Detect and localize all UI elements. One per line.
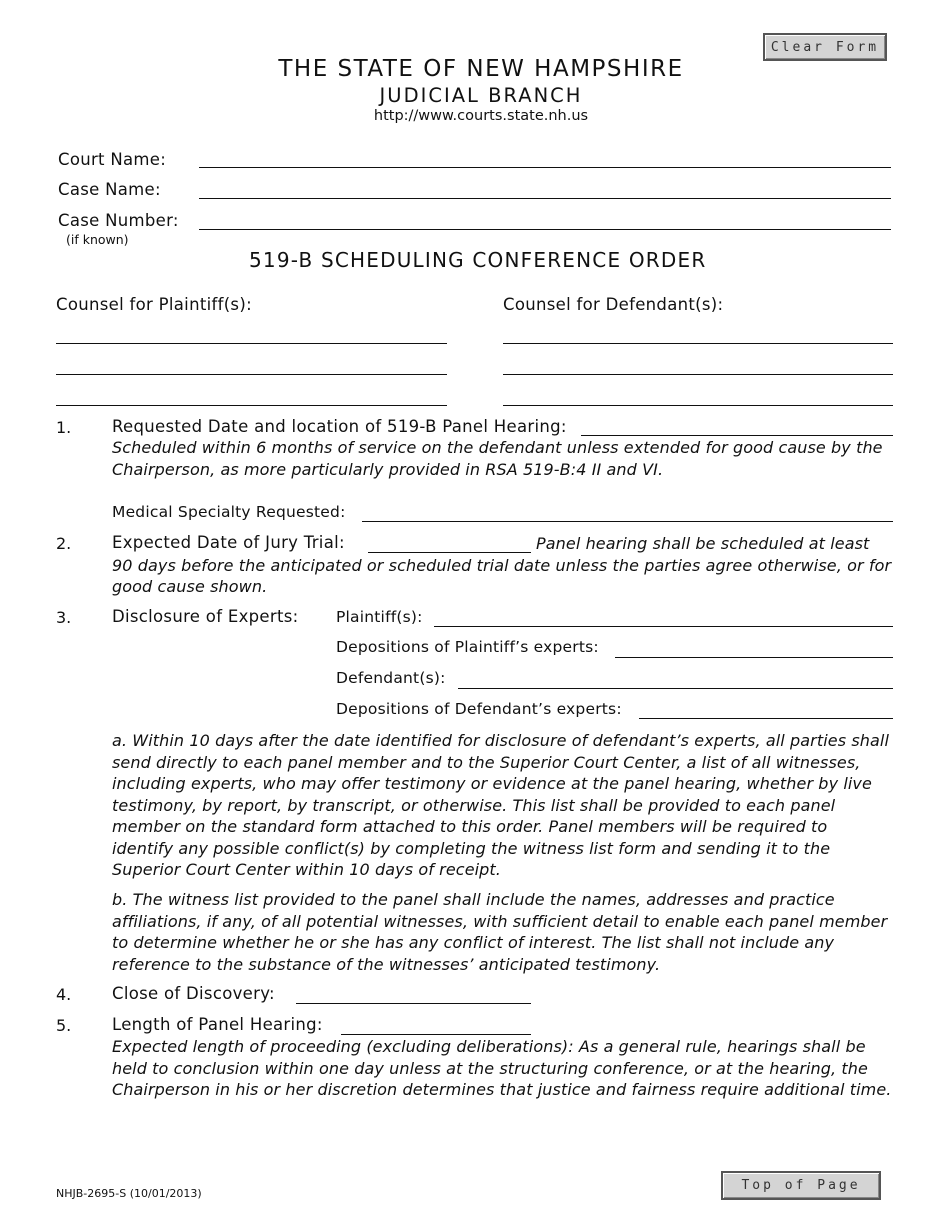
item-1-number: 1.	[56, 418, 72, 437]
plaintiffs-experts-field[interactable]	[434, 626, 893, 627]
item-3b-paragraph: b. The witness list provided to the panel shall include the names, addresses and practice affiliations, if any, of all potential witnesses, with sufficient detail to enable each panel member to determine whether he or she has any conflict of interest. The list shall not include any reference to the substance of the witnesses’ anticipated testimony.	[112, 890, 888, 974]
if-known-note: (if known)	[66, 232, 129, 247]
item-5-number: 5.	[56, 1016, 72, 1035]
item-1-label: Requested Date and location of 519-B Panel Hearing:	[112, 417, 567, 436]
item-2-note-2: 90 days before the anticipated or scheduled trial date unless the parties agree otherwise, or for	[112, 556, 892, 575]
counsel-defendant-label: Counsel for Defendant(s):	[503, 295, 724, 314]
counsel-plaintiff-line-3[interactable]	[56, 405, 447, 406]
counsel-defendant-line-2[interactable]	[503, 374, 893, 375]
item-5-note: Expected length of proceeding (excluding deliberations): As a general rule, hearings shall be held to conclusion within one day unless at the structuring conference, or at the hearing, the Chairperson in his or her discretion determines that justice and fairness require additional time.	[112, 1037, 892, 1099]
counsel-plaintiff-line-2[interactable]	[56, 374, 447, 375]
item-3-number: 3.	[56, 608, 72, 627]
medical-specialty-label: Medical Specialty Requested:	[112, 503, 346, 521]
item-5-label: Length of Panel Hearing:	[112, 1015, 323, 1034]
branch-title: JUDICIAL BRANCH	[379, 84, 583, 107]
jury-trial-date-field[interactable]	[368, 552, 531, 553]
counsel-defendant-line-1[interactable]	[503, 343, 893, 344]
dep-defendant-field[interactable]	[639, 718, 893, 719]
item-4-label: Close of Discovery:	[112, 984, 275, 1003]
dep-plaintiff-label: Depositions of Plaintiff’s experts:	[336, 638, 599, 656]
item-1-note-1: Scheduled within 6 months of service on the defendant unless extended for good cause by the	[112, 438, 883, 457]
item-1-note-2: Chairperson, as more particularly provided in RSA 519-B:4 II and VI.	[112, 460, 664, 479]
panel-hearing-length-field[interactable]	[341, 1034, 531, 1035]
top-of-page-button[interactable]: Top of Page	[721, 1171, 881, 1200]
item-2-number: 2.	[56, 534, 72, 553]
case-name-label: Case Name:	[58, 180, 161, 199]
item-2-label: Expected Date of Jury Trial:	[112, 533, 345, 552]
plaintiffs-experts-label: Plaintiff(s):	[336, 608, 423, 626]
court-name-field[interactable]	[199, 167, 891, 168]
case-number-label: Case Number:	[58, 211, 179, 230]
counsel-plaintiff-line-1[interactable]	[56, 343, 447, 344]
court-name-label: Court Name:	[58, 150, 167, 169]
dep-defendant-label: Depositions of Defendant’s experts:	[336, 700, 622, 718]
state-title: THE STATE OF NEW HAMPSHIRE	[278, 56, 684, 82]
defendants-experts-field[interactable]	[458, 688, 893, 689]
item-2-note-3: good cause shown.	[112, 577, 268, 596]
form-title: 519-B SCHEDULING CONFERENCE ORDER	[249, 248, 707, 272]
medical-specialty-field[interactable]	[362, 521, 893, 522]
clear-form-button[interactable]: Clear Form	[763, 33, 887, 61]
counsel-plaintiff-label: Counsel for Plaintiff(s):	[56, 295, 252, 314]
close-of-discovery-field[interactable]	[296, 1003, 531, 1004]
dep-plaintiff-field[interactable]	[615, 657, 893, 658]
panel-hearing-date-field[interactable]	[581, 435, 893, 436]
court-url: http://www.courts.state.nh.us	[373, 108, 589, 124]
item-2-note-1: Panel hearing shall be scheduled at least	[536, 534, 870, 553]
defendants-experts-label: Defendant(s):	[336, 669, 446, 687]
item-3a-paragraph: a. Within 10 days after the date identified for disclosure of defendant’s experts, all parties shall send directly to each panel member and to the Superior Court Center, a list of all witnesses, including experts, who may offer testimony or evidence at the panel hearing, whether by live testimony, by report, by transcript, or otherwise. This list shall be provided to each panel member on the standard form attached to this order. Panel members will be required to identify any possible conflict(s) by completing the witness list form and sending it to the Superior Court Center within 10 days of receipt.	[112, 731, 890, 879]
case-name-field[interactable]	[199, 198, 891, 199]
counsel-defendant-line-3[interactable]	[503, 405, 893, 406]
item-3-label: Disclosure of Experts:	[112, 607, 299, 626]
case-number-field[interactable]	[199, 229, 891, 230]
form-id: NHJB-2695-S (10/01/2013)	[56, 1187, 202, 1200]
item-4-number: 4.	[56, 985, 72, 1004]
